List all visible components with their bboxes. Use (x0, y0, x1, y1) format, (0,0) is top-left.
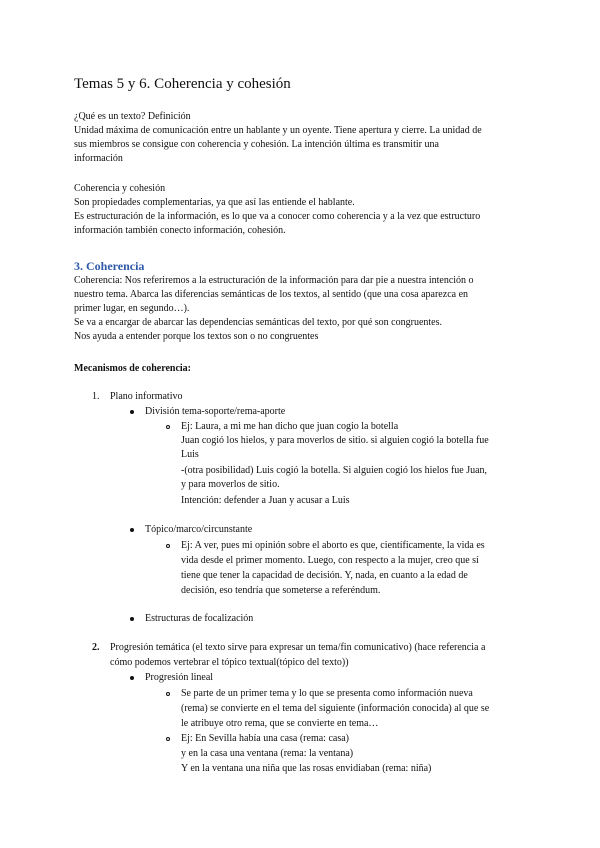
example-line: Y en la ventana una niña que las rosas envidiaban (rema: niña) (181, 763, 432, 774)
section-line: Se va a encargar de abarcar las dependencias semánticas del texto, por qué son congruentes. (74, 317, 442, 328)
bullet-label: Estructuras de focalización (145, 613, 254, 624)
circle-bullet-icon (166, 425, 170, 429)
example-line: Se parte de un primer tema y lo que se presenta como información nueva (181, 688, 473, 699)
section-title: 3. Coherencia (74, 259, 145, 273)
bullet-icon (130, 676, 134, 680)
texto-line: sus miembros se consigue con coherencia y cohesión. La intención última es transmitir una (74, 139, 439, 150)
example-line: Ej: Laura, a mi me han dicho que juan cogio la botella (181, 421, 399, 432)
bullet-icon (130, 528, 134, 532)
texto-heading: ¿Qué es un texto? Definición (74, 111, 191, 122)
bullet-icon (130, 410, 134, 414)
list-item-label: cómo podemos vertebrar el tópico textual(tópico del texto)) (110, 657, 349, 668)
circle-bullet-icon (166, 544, 170, 548)
bullet-label: División tema-soporte/rema-aporte (145, 406, 286, 417)
coh-heading: Coherencia y cohesión (74, 183, 166, 194)
bullet-label: Progresión lineal (145, 672, 214, 683)
list-number: 1. (92, 391, 100, 402)
example-line: y en la casa una ventana (rema: la ventana) (181, 748, 354, 759)
bullet-label: Tópico/marco/circunstante (145, 524, 253, 535)
example-line: tiene que tener la capacidad de decisión. Y, nada, en cuanto a la edad de (181, 570, 468, 581)
list-item-label: Plano informativo (110, 391, 183, 402)
section-line: primer lugar, en segundo…). (74, 303, 190, 314)
coh-line: información también conecto información, cohesión. (74, 225, 286, 236)
circle-bullet-icon (166, 737, 170, 741)
coh-line: Es estructuración de la información, es lo que va a conocer como coherencia y a la vez que estructuro (74, 211, 481, 222)
example-line: Luis (181, 449, 199, 460)
example-line: y para moverlos de sitio. (181, 479, 280, 490)
example-line: vida desde el primer momento. Luego, con respecto a la mujer, creo que sí (181, 555, 479, 566)
circle-bullet-icon (166, 692, 170, 696)
section-line: nuestro tema. Abarca las diferencias semánticas de los textos, al sentido (que una cosa aparezca en (74, 289, 469, 300)
example-line: decisión, eso tendría que someterse a referéndum. (181, 585, 381, 596)
example-line: Ej: En Sevilla había una casa (rema: casa) (181, 733, 349, 744)
section-line: Coherencia: Nos referiremos a la estructuración de la información para dar pie a nuestra intención o (74, 275, 474, 286)
list-number: 2. (92, 642, 100, 653)
coh-line: Son propiedades complementarias, ya que así las entiende el hablante. (74, 197, 355, 208)
example-line: Ej: A ver, pues mi opinión sobre el aborto es que, científicamente, la vida es (181, 540, 485, 551)
bullet-icon (130, 617, 134, 621)
example-line: (rema) se convierte en el tema del siguiente (información conocida) al que se (181, 703, 490, 714)
section-line: Nos ayuda a entender porque los textos son o no congruentes (74, 331, 319, 342)
example-line: -(otra posibilidad) Luis cogió la botella. Si alguien cogió los hielos fue Juan, (181, 465, 488, 476)
page-title: Temas 5 y 6. Coherencia y cohesión (74, 76, 291, 92)
list-item-label: Progresión temática (el texto sirve para expresar un tema/fin comunicativo) (hace referencia a (110, 642, 486, 653)
texto-line: Unidad máxima de comunicación entre un hablante y un oyente. Tiene apertura y cierre. La unidad de (74, 125, 482, 136)
texto-line: información (74, 153, 123, 164)
mecanismos-heading: Mecanismos de coherencia: (74, 363, 192, 374)
example-line: Intención: defender a Juan y acusar a Luis (181, 495, 350, 506)
example-line: le atribuye otro rema, que se convierte en tema… (181, 718, 379, 729)
example-line: Juan cogió los hielos, y para moverlos de sitio. si alguien cogió la botella fue (181, 435, 489, 446)
